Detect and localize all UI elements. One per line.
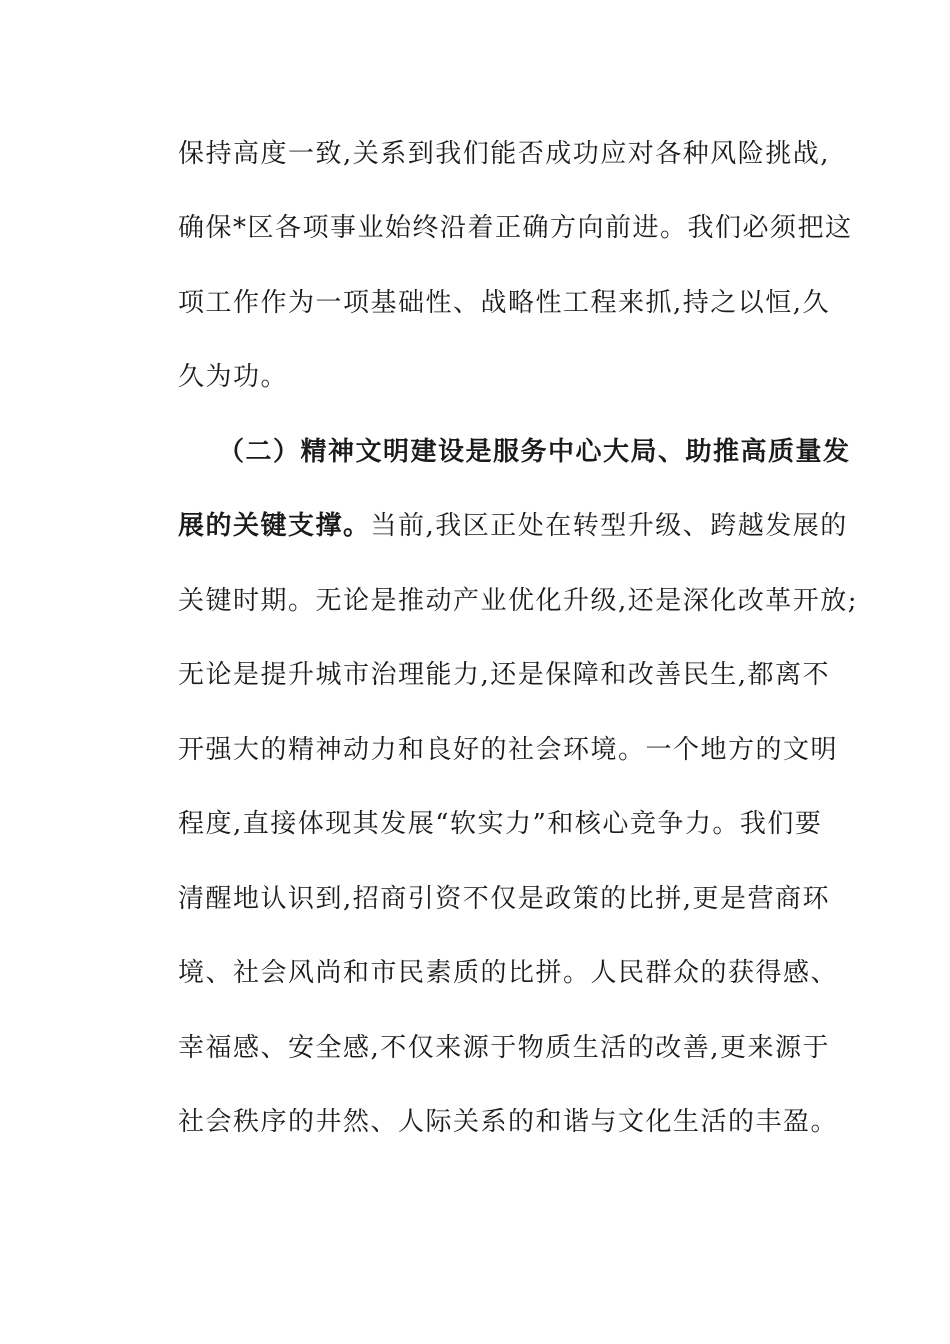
paragraph1-line-2: 确保*区各项事业始终沿着正确方向前进。我们必须把这 [178,213,853,243]
section-heading-line-2: 展的关键支撑。 [178,511,371,541]
paragraph2-line-2: 关键时期。无论是推动产业优化升级,还是深化改革开放; [178,586,859,616]
paragraph1-line-1: 保持高度一致,关系到我们能否成功应对各种风险挑战, [178,139,831,169]
paragraph2-line-1 [178,506,848,546]
paragraph2-line-5: 程度,直接体现其发展“软实力”和核心竞争力。我们要 [178,809,823,839]
section-heading-line-1: （二）精神文明建设是服务中心大局、助推高质量发 [218,437,851,467]
paragraph2-line-7: 境、社会风尚和市民素质的比拼。人民群众的获得感、 [178,958,839,988]
paragraph1-line-4: 久为功。 [178,362,289,392]
paragraph2-line-3: 无论是提升城市治理能力,还是保障和改善民生,都离不 [178,660,831,690]
paragraph2-line-9: 社会秩序的井然、人际关系的和谐与文化生活的丰盈。 [178,1107,839,1137]
paragraph1-line-3: 项工作作为一项基础性、战略性工程来抓,持之以恒,久 [178,288,831,318]
paragraph2-line-8: 幸福感、安全感,不仅来源于物质生活的改善,更来源于 [178,1033,831,1063]
paragraph2-line-6: 清醒地认识到,招商引资不仅是政策的比拼,更是营商环 [178,884,831,914]
paragraph2-line-4: 开强大的精神动力和良好的社会环境。一个地方的文明 [178,735,839,765]
paragraph2-line-1-rest: 当前,我区正处在转型升级、跨越发展的 [370,511,848,541]
